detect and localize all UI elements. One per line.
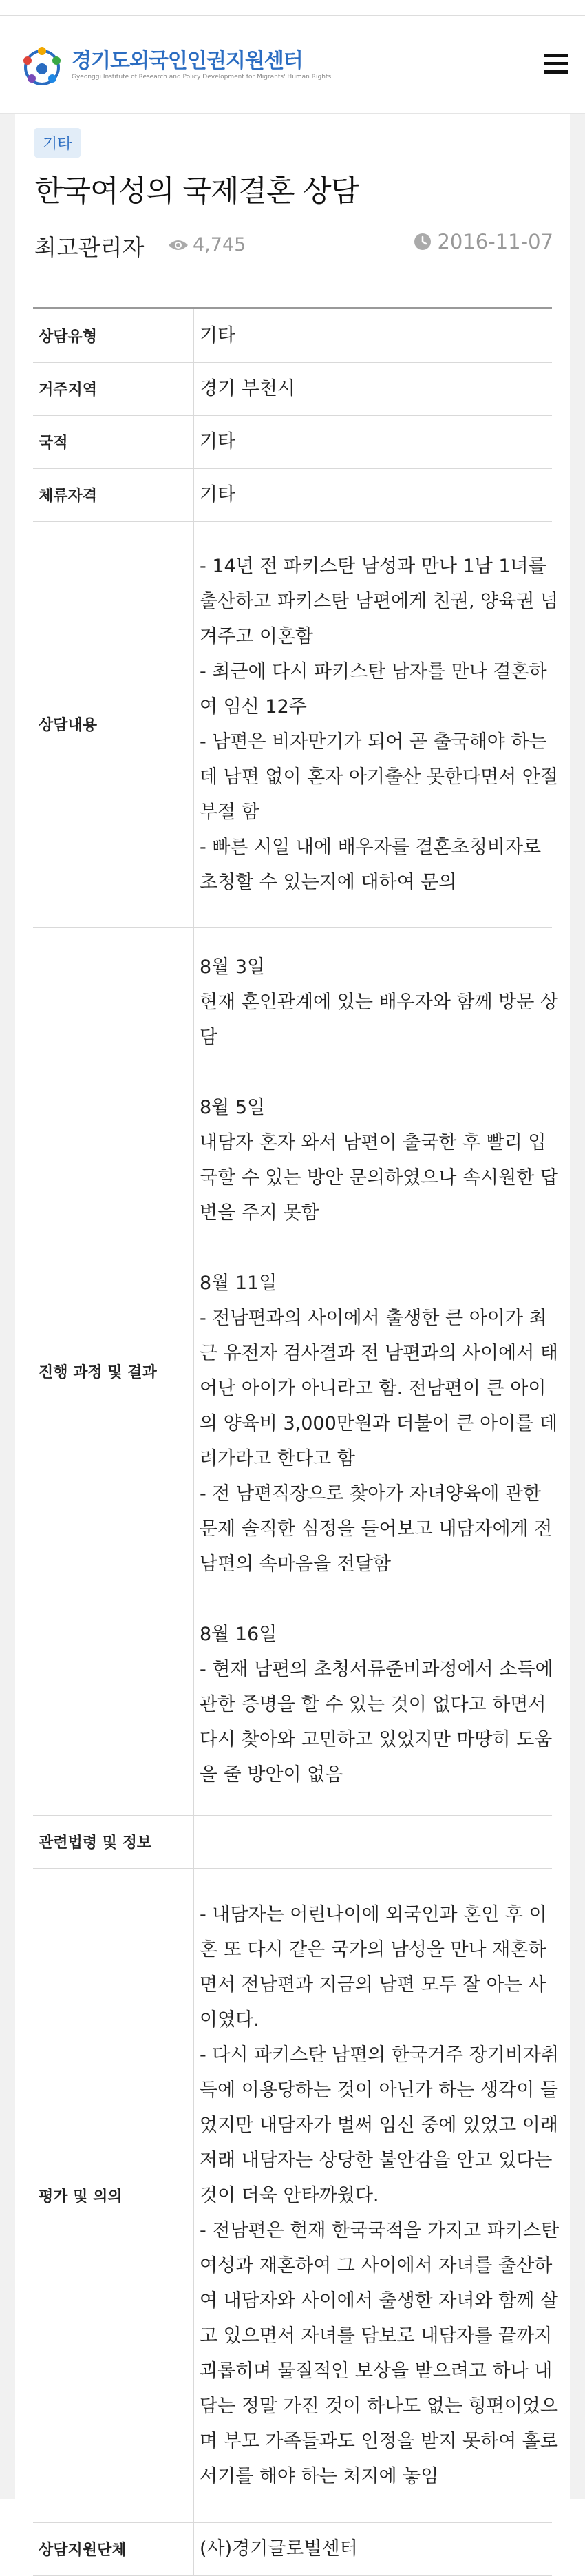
- text-line: (사)경기글로벌센터: [200, 2538, 358, 2559]
- text-line: - 최근에 다시 파키스탄 남자를 만나 결혼하: [200, 660, 547, 682]
- text-line: 여 임신 12주: [200, 695, 307, 718]
- text-line: 현재 혼인관계에 있는 배우자와 함께 방문 상: [200, 992, 558, 1013]
- row-label: 국적: [33, 415, 194, 468]
- view-count-value: 4,745: [193, 234, 246, 255]
- row-label: 관련법령 및 정보: [33, 1815, 194, 1868]
- text-line: 며 부모 가족들과도 인정을 받지 못하여 홀로: [200, 2430, 558, 2452]
- row-value: [194, 1815, 553, 1868]
- eye-icon: [168, 238, 189, 252]
- row-value: [194, 309, 553, 362]
- text-line: 데 남편 없이 혼자 아기출산 못한다면서 안절: [200, 766, 558, 788]
- text-line: - 전남편과의 사이에서 출생한 큰 아이가 최: [200, 1308, 547, 1329]
- text-line: 기타: [200, 324, 236, 346]
- logo-icon: [18, 41, 66, 90]
- row-evaluation: [33, 1868, 552, 2522]
- row-consult-type: [33, 309, 552, 362]
- text-line: 초청할 수 있는지에 대하여 문의: [200, 871, 457, 893]
- row-region: [33, 362, 552, 415]
- blank-line: [200, 1055, 552, 1090]
- post-date-value: 2016-11-07: [437, 230, 553, 253]
- row-value: [194, 2522, 553, 2575]
- row-value: [194, 1868, 560, 2522]
- row-label: 상담유형: [33, 309, 194, 362]
- text-line: - 빠른 시일 내에 배우자를 결혼초청비자로: [200, 836, 542, 858]
- text-line: - 남편은 비자만기가 되어 곧 출국해야 하는: [200, 731, 547, 753]
- row-value: [194, 927, 558, 1815]
- hamburger-menu-icon[interactable]: [544, 54, 568, 76]
- row-value: [194, 415, 553, 468]
- text-line: 득에 이용당하는 것이 아닌가 하는 생각이 들: [200, 2079, 558, 2101]
- consultation-info-table: [33, 309, 560, 2576]
- row-label: 체류자격: [33, 468, 194, 521]
- category-badge[interactable]: 기타: [34, 128, 81, 158]
- logo-subtitle: Gyeonggi Institute of Research and Policy Development for Migrants' Human Rights: [72, 74, 332, 81]
- post-author: 최고관리자: [34, 234, 145, 261]
- blank-line: [200, 1582, 552, 1617]
- text-line: 서기를 해야 하는 처지에 놓임: [200, 2465, 439, 2487]
- browser-top-strip: [0, 0, 585, 16]
- text-line: 다시 찾아와 고민하고 있었지만 마땅히 도움: [200, 1729, 553, 1750]
- text-line: 어난 아이가 아니라고 함. 전남편이 큰 아이: [200, 1378, 546, 1399]
- text-line: 8월 11일: [200, 1273, 277, 1294]
- post-date: [414, 230, 553, 253]
- text-line: 기타: [200, 484, 236, 505]
- text-line: 여성과 재혼하여 그 사이에서 자녀를 출산하: [200, 2254, 553, 2276]
- row-value: [194, 521, 558, 927]
- row-label: 거주지역: [33, 362, 194, 415]
- row-nationality: [33, 415, 552, 468]
- text-line: 여 내담자와 사이에서 출생한 자녀와 함께 살: [200, 2290, 558, 2312]
- text-line: 었지만 내담자가 벌써 임신 중에 있었고 이래: [200, 2114, 558, 2136]
- text-line: 려가라고 한다고 함: [200, 1448, 355, 1469]
- text-line: 저래 내담자는 상당한 불안감을 안고 있다는: [200, 2149, 553, 2171]
- row-label: 상담지원단체: [33, 2522, 194, 2575]
- text-line: 부절 함: [200, 801, 259, 823]
- text-line: 국할 수 있는 방안 문의하였으나 속시원한 답: [200, 1167, 558, 1188]
- text-line: 겨주고 이혼함: [200, 625, 314, 647]
- text-line: - 다시 파키스탄 남편의 한국거주 장기비자취: [200, 2044, 560, 2066]
- text-line: - 전남편은 현재 한국국적을 가지고 파키스탄: [200, 2219, 560, 2241]
- row-label: 상담내용: [33, 521, 194, 927]
- text-line: 출산하고 파키스탄 남편에게 친권, 양육권 넘: [200, 590, 558, 612]
- text-line: 경기 부천시: [200, 378, 295, 399]
- text-line: - 14년 전 파키스탄 남성과 만나 1남 1녀를: [200, 555, 546, 577]
- text-line: 8월 3일: [200, 956, 266, 978]
- text-line: 내담자 혼자 와서 남편이 출국한 후 빨리 입: [200, 1132, 546, 1153]
- text-line: 기타: [200, 431, 236, 452]
- post-title: 한국여성의 국제결혼 상담: [34, 174, 359, 209]
- row-label: 평가 및 의의: [33, 1868, 194, 2522]
- text-line: 괴롭히며 물질적인 보상을 받으려고 하나 내: [200, 2360, 553, 2382]
- text-line: 것이 더욱 안타까웠다.: [200, 2184, 379, 2206]
- text-line: 면서 전남편과 지금의 남편 모두 잘 아는 사: [200, 1973, 546, 1996]
- row-support-org: [33, 2522, 552, 2575]
- text-line: 담: [200, 1027, 218, 1048]
- blank-line: [200, 1231, 552, 1266]
- text-line: - 전 남편직장으로 찾아가 자녀양육에 관한: [200, 1483, 542, 1505]
- text-line: 8월 16일: [200, 1624, 277, 1645]
- text-line: 문제 솔직한 심정을 들어보고 내담자에게 전: [200, 1518, 553, 1540]
- text-line: 의 양육비 3,000만원과 더불어 큰 아이를 데: [200, 1413, 558, 1434]
- row-visa-status: [33, 468, 552, 521]
- text-line: 담는 정말 가진 것이 하나도 없는 형편이었으: [200, 2395, 558, 2417]
- text-line: 이였다.: [200, 2009, 259, 2031]
- text-line: 변을 주지 못함: [200, 1202, 319, 1224]
- view-count: [168, 234, 246, 255]
- text-line: 남편의 속마음을 전달함: [200, 1553, 391, 1575]
- row-value: [194, 468, 553, 521]
- site-header: [0, 17, 585, 114]
- row-related-law: [33, 1815, 552, 1868]
- text-line: 을 줄 방안이 없음: [200, 1764, 343, 1786]
- row-progress-result: [33, 927, 552, 1815]
- site-logo[interactable]: [18, 41, 331, 90]
- row-consult-content: [33, 521, 552, 927]
- clock-icon: [414, 233, 432, 251]
- text-line: 8월 5일: [200, 1097, 266, 1118]
- text-line: - 현재 남편의 초청서류준비과정에서 소득에: [200, 1659, 553, 1680]
- text-line: 근 유전자 검사결과 전 남편과의 사이에서 태: [200, 1343, 558, 1364]
- text-line: - 내담자는 어린나이에 외국인과 혼인 후 이: [200, 1903, 547, 1925]
- text-line: 혼 또 다시 같은 국가의 남성을 만나 재혼하: [200, 1938, 546, 1960]
- logo-title: 경기도외국인인권지원센터: [72, 49, 303, 73]
- text-line: 고 있으면서 자녀를 담보로 내담자를 끝까지: [200, 2325, 553, 2347]
- row-value: [194, 362, 553, 415]
- text-line: 관한 증명을 할 수 있는 것이 없다고 하면서: [200, 1694, 546, 1715]
- row-label: 진행 과정 및 결과: [33, 927, 194, 1815]
